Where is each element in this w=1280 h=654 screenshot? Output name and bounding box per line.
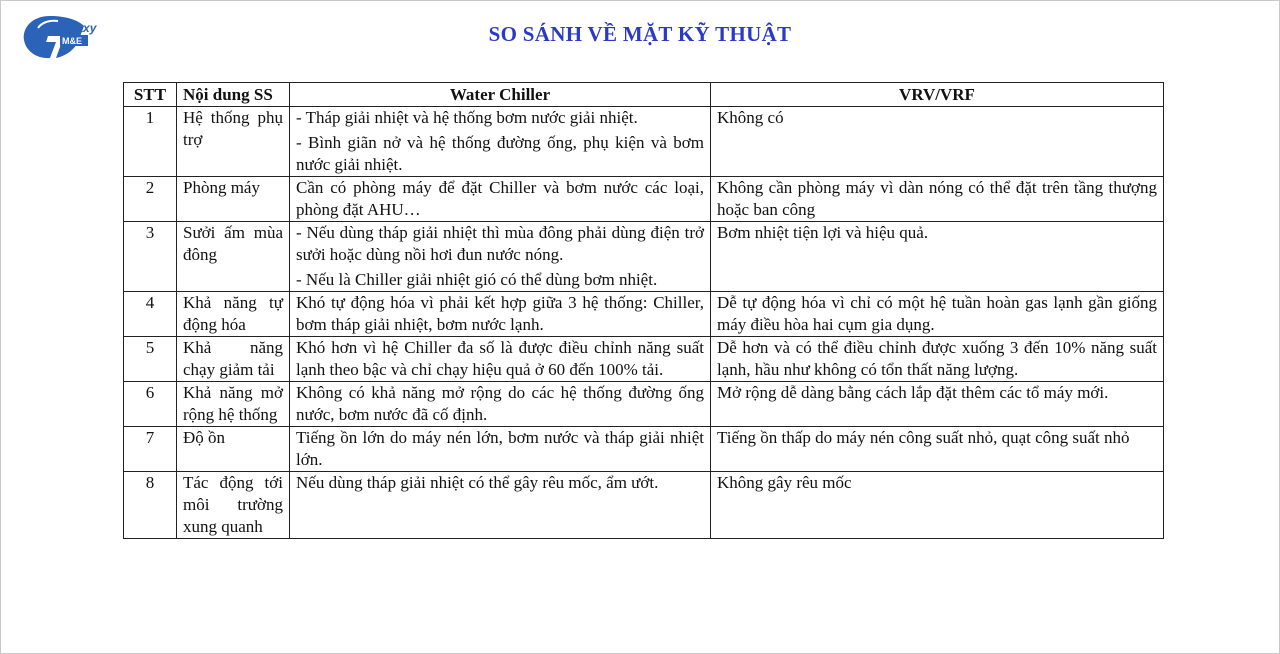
row-content: Tác động tới môi trường xung quanh [177,472,290,539]
row-water-chiller [290,382,711,427]
row-stt: 3 [124,222,177,292]
row-stt: 8 [124,472,177,539]
row-content: Khả năng mở rộng hệ thống [177,382,290,427]
table-row [124,222,1164,292]
row-content: Hệ thống phụ trợ [177,107,290,177]
cell-paragraph: Mở rộng dễ dàng bằng cách lắp đặt thêm các tổ máy mới. [717,383,1109,402]
cell-paragraph: Không gây rêu mốc [717,473,852,492]
row-water-chiller [290,107,711,177]
cell-paragraph: Không có [717,108,784,127]
cell-paragraph: Bơm nhiệt tiện lợi và hiệu quả. [717,223,929,242]
row-water-chiller [290,292,711,337]
comparison-table [123,82,1164,539]
row-vrv-vrf [711,292,1164,337]
row-water-chiller [290,427,711,472]
cell-paragraph: Không có khả năng mở rộng do các hệ thống đường ống nước, bơm nước đã cố định. [296,383,704,424]
row-water-chiller [290,472,711,539]
cell-paragraph: Dễ tự động hóa vì chỉ có một hệ tuần hoàn gas lạnh gần giống máy điều hòa hai cụm gia dụng. [717,293,1157,334]
cell-paragraph: - Bình giãn nở và hệ thống đường ống, phụ kiện và bơm nước giải nhiệt. [296,133,704,174]
table-row [124,427,1164,472]
cell-paragraph: - Nếu là Chiller giải nhiệt gió có thể dùng bơm nhiệt. [296,270,658,289]
table-row [124,472,1164,539]
header-vrv-vrf: VRV/VRF [711,83,1164,107]
row-stt: 1 [124,107,177,177]
svg-text:Galaxy: Galaxy [57,21,97,35]
row-water-chiller [290,177,711,222]
row-vrv-vrf [711,472,1164,539]
cell-paragraph: Khó hơn vì hệ Chiller đa số là được điều chỉnh năng suất lạnh theo bậc và chỉ chạy hiệu quả ở 60 đến 100% tải. [296,338,704,379]
table-row [124,292,1164,337]
cell-paragraph: Tiếng ồn lớn do máy nén lớn, bơm nước và tháp giải nhiệt lớn. [296,428,704,469]
cell-paragraph: Không cần phòng máy vì dàn nóng có thể đặt trên tầng thượng hoặc ban công [717,178,1157,219]
row-stt: 4 [124,292,177,337]
row-vrv-vrf [711,427,1164,472]
cell-paragraph: Nếu dùng tháp giải nhiệt có thể gây rêu mốc, ẩm ướt. [296,473,659,492]
cell-paragraph: Tiếng ồn thấp do máy nén công suất nhỏ, quạt công suất nhỏ [717,428,1130,447]
row-vrv-vrf [711,177,1164,222]
row-stt: 5 [124,337,177,382]
row-content: Khả năng tự động hóa [177,292,290,337]
row-water-chiller [290,337,711,382]
row-content: Phòng máy [177,177,290,222]
cell-paragraph: - Tháp giải nhiệt và hệ thống bơm nước giải nhiệt. [296,108,638,127]
page-title: SO SÁNH VỀ MẶT KỸ THUẬT [488,22,792,46]
cell-paragraph: Cần có phòng máy để đặt Chiller và bơm nước các loại, phòng đặt AHU… [296,178,704,219]
row-vrv-vrf [711,222,1164,292]
row-stt: 2 [124,177,177,222]
cell-paragraph: Dễ hơn và có thể điều chỉnh được xuống 3 đến 10% năng suất lạnh, hầu như không có tổn thất năng lượng. [717,338,1157,379]
svg-text:M&E: M&E [62,36,82,46]
row-vrv-vrf [711,382,1164,427]
table-row [124,107,1164,177]
header-stt: STT [124,83,177,107]
row-water-chiller [290,222,711,292]
row-content: Độ ồn [177,427,290,472]
header-water-chiller: Water Chiller [290,83,711,107]
row-content: Khả năng chạy giảm tải [177,337,290,382]
row-stt: 7 [124,427,177,472]
table-row [124,382,1164,427]
table-row [124,177,1164,222]
row-stt: 6 [124,382,177,427]
row-vrv-vrf [711,337,1164,382]
row-content: Sưởi ấm mùa đông [177,222,290,292]
header-content: Nội dung SS [177,83,290,107]
cell-paragraph: Khó tự động hóa vì phải kết hợp giữa 3 hệ thống: Chiller, bơm tháp giải nhiệt, bơm nước lạnh. [296,293,704,334]
table-header-row [124,83,1164,107]
row-vrv-vrf [711,107,1164,177]
table-row [124,337,1164,382]
cell-paragraph: - Nếu dùng tháp giải nhiệt thì mùa đông phải dùng điện trở sưởi hoặc dùng nồi hơi đun nước nóng. [296,223,704,264]
